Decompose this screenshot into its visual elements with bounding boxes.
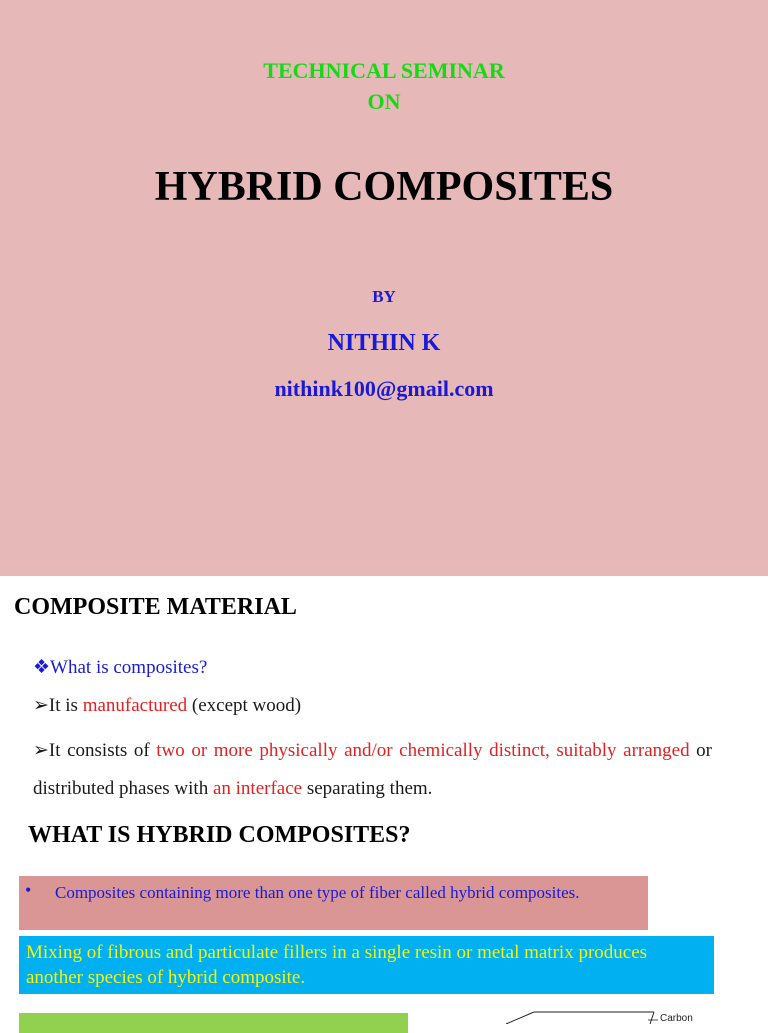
main-title: HYBRID COMPOSITES: [154, 164, 614, 210]
question-text: What is composites?: [50, 657, 208, 678]
carbon-layer-diagram: [490, 1008, 768, 1024]
seminar-line-2: ON: [367, 89, 401, 114]
author-name: NITHIN K: [327, 330, 441, 356]
diamond-bullet-icon: ❖: [33, 657, 51, 678]
bullet-consists: ➢It consists of two or more physically and/or chemically distinct, suitably arranged or distributed phases with an interface separating them.: [33, 740, 713, 799]
arrow-bullet-icon: ➢: [33, 695, 49, 716]
seminar-line-1: TECHNICAL SEMINAR: [263, 58, 505, 83]
slide-heading: COMPOSITE MATERIAL: [14, 594, 297, 620]
mixing-text: Mixing of fibrous and particulate fillers in a single resin or metal matrix produces another species of hybrid composite.: [26, 942, 648, 988]
composite-slide: [0, 576, 768, 1024]
round-bullet-icon: •: [25, 880, 32, 900]
hybrid-heading: WHAT IS HYBRID COMPOSITES?: [28, 822, 411, 848]
diagram-label: Carbon: [660, 1013, 693, 1024]
author-email: nithink100@gmail.com: [274, 376, 494, 401]
next-heading-box: [19, 1013, 408, 1033]
mixing-box: [19, 936, 714, 994]
hybrid-definition-box: [19, 876, 648, 930]
by-label: BY: [372, 287, 396, 306]
question-line: [33, 656, 207, 679]
bullet-manufactured: ➢It is manufactured (except wood): [33, 695, 302, 716]
hybrid-definition-text: Composites containing more than one type of fiber called hybrid composites.: [55, 883, 580, 902]
arrow-bullet-icon: ➢: [33, 740, 49, 761]
